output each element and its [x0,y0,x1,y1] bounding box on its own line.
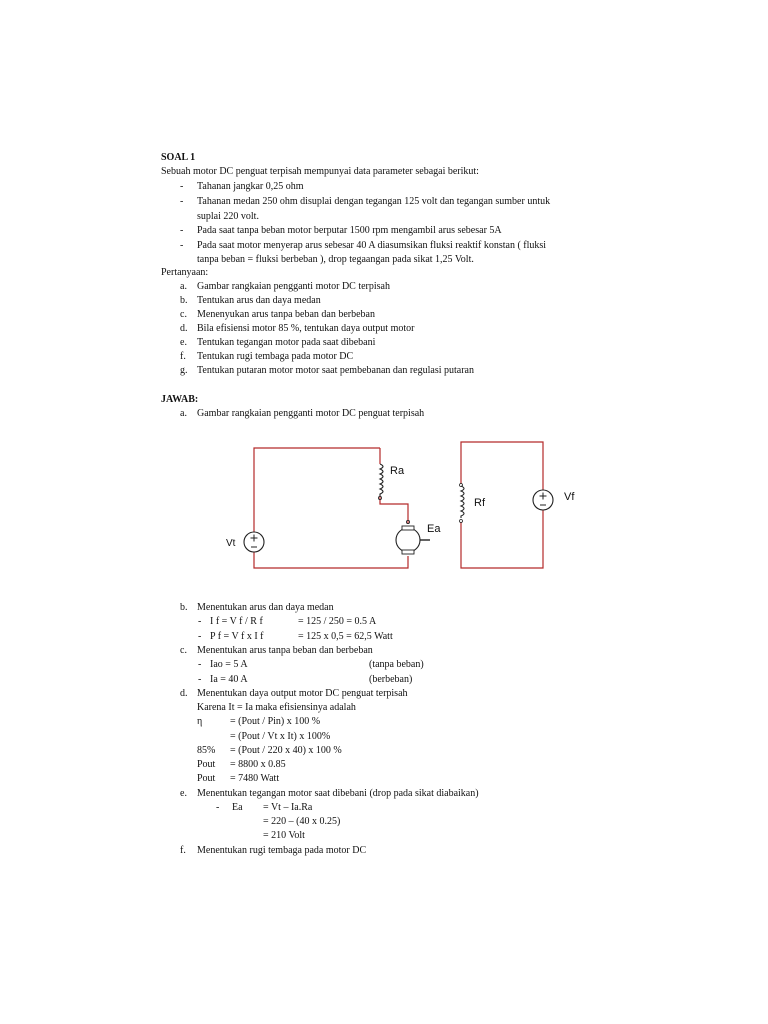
answer-b-text: Menentukan arus dan daya medan [197,602,334,613]
answer-d-text: Menentukan daya output motor DC penguat terpisah [197,688,408,699]
label-vt: Vt [226,538,236,549]
param-dash: - [180,240,184,251]
armature-resistance-coil [380,464,383,496]
question-item: Tentukan arus dan daya medan [197,295,321,306]
answer-b-letter: b. [180,602,188,613]
answer-e-text: Menentukan tegangan motor saat dibebani (drop pada sikat diabaikan) [197,788,479,799]
question-item: Bila efisiensi motor 85 %, tentukan daya output motor [197,323,415,334]
equation-lhs: Pout [197,773,216,784]
label-vf-text: Vf [564,491,575,503]
jawab-title: JAWAB: [161,394,199,405]
question-letter: g. [180,365,188,376]
row-dash: - [198,674,202,685]
equation-rhs: = (Pout / 220 x 40) x 100 % [230,745,342,756]
row-dash: - [198,616,202,627]
answer-d-letter: d. [180,688,188,699]
param-item: Tahanan jangkar 0,25 ohm [197,181,304,192]
answer-d-karena: Karena It = Ia maka efisiensinya adalah [197,702,356,713]
equivalent-circuit-diagram [226,434,550,584]
question-item: Tentukan putaran motor motor saat pembebanan dan regulasi putaran [197,365,474,376]
equation-lhs: P f = V f x I f [210,631,264,642]
question-letter: c. [180,309,187,320]
answer-a-letter: a. [180,408,187,419]
param-item: Pada saat motor menyerap arus sebesar 40 A diasumsikan fluksi reaktif konstan ( fluksi [197,240,547,251]
equation-rhs: = (Pout / Vt x It) x 100% [230,731,331,742]
equation-lhs: Ea [232,802,243,813]
dc-motor-symbol [396,526,430,554]
question-item: Gambar rangkaian pengganti motor DC terpisah [197,281,390,292]
equation-rhs: = 8800 x 0.85 [230,759,286,770]
question-item: Menenyukan arus tanpa beban dan berbeban [197,309,375,320]
answer-f-letter: f. [180,845,186,856]
field-resistance-coil [461,486,464,518]
answer-c-text: Menentukan arus tanpa beban dan berbeban [197,645,373,656]
pertanyaan-label: Pertanyaan: [161,267,209,278]
equation-lhs: 85% [197,745,216,756]
question-letter: a. [180,281,187,292]
equation-rhs: = 7480 Watt [230,773,280,784]
question-letter: b. [180,295,188,306]
equation-rhs: = Vt – Ia.Ra [263,802,313,813]
soal-intro: Sebuah motor DC penguat terpisah mempunyai data parameter sebagai berikut: [161,166,479,177]
param-item: suplai 220 volt. [197,211,259,222]
equation-rhs: = 125 / 250 = 0.5 A [298,616,377,627]
armature-circuit [226,448,441,568]
param-item: tanpa beban = fluksi berbeban ), drop tegaangan pada sikat 1,25 Volt. [197,254,474,265]
answer-f-text: Menentukan rugi tembaga pada motor DC [197,845,367,856]
question-item: Tentukan tegangan motor pada saat dibebani [197,337,376,348]
label-ea: Ea [427,523,441,535]
question-letter: e. [180,337,187,348]
field-circuit [460,442,554,568]
equation-rhs: = 210 Volt [263,830,305,841]
equation-lhs: Ia = 40 A [210,674,248,685]
answer-c-letter: c. [180,645,187,656]
row-dash: - [216,802,220,813]
question-letter: f. [180,351,186,362]
equation-lhs: Pout [197,759,216,770]
equation-rhs: = (Pout / Pin) x 100 % [230,716,321,727]
param-dash: - [180,181,184,192]
answer-a-text: Gambar rangkaian pengganti motor DC penguat terpisah [197,408,425,419]
param-item: Pada saat tanpa beban motor berputar 1500 rpm mengambil arus sebesar 5A [197,225,502,236]
param-dash: - [180,196,184,207]
equation-rhs: = 220 – (40 x 0.25) [263,816,341,827]
equation-lhs: η [197,716,203,727]
equation-lhs: I f = V f / R f [210,616,263,627]
row-note: (berbeban) [369,674,413,685]
param-item: Tahanan medan 250 ohm disuplai dengan tegangan 125 volt dan tegangan sumber untuk [197,196,551,207]
question-letter: d. [180,323,188,334]
answer-e-letter: e. [180,788,187,799]
equation-rhs: = 125 x 0,5 = 62,5 Watt [298,631,393,642]
row-dash: - [198,659,202,670]
row-note: (tanpa beban) [369,659,424,670]
label-ra: Ra [390,465,405,477]
vt-voltage-source [244,532,264,552]
question-item: Tentukan rugi tembaga pada motor DC [197,351,354,362]
label-rf: Rf [474,497,485,509]
row-dash: - [198,631,202,642]
equation-lhs: Iao = 5 A [210,659,248,670]
param-dash: - [180,225,184,236]
vf-voltage-source [533,490,553,510]
soal-title: SOAL 1 [161,152,196,163]
